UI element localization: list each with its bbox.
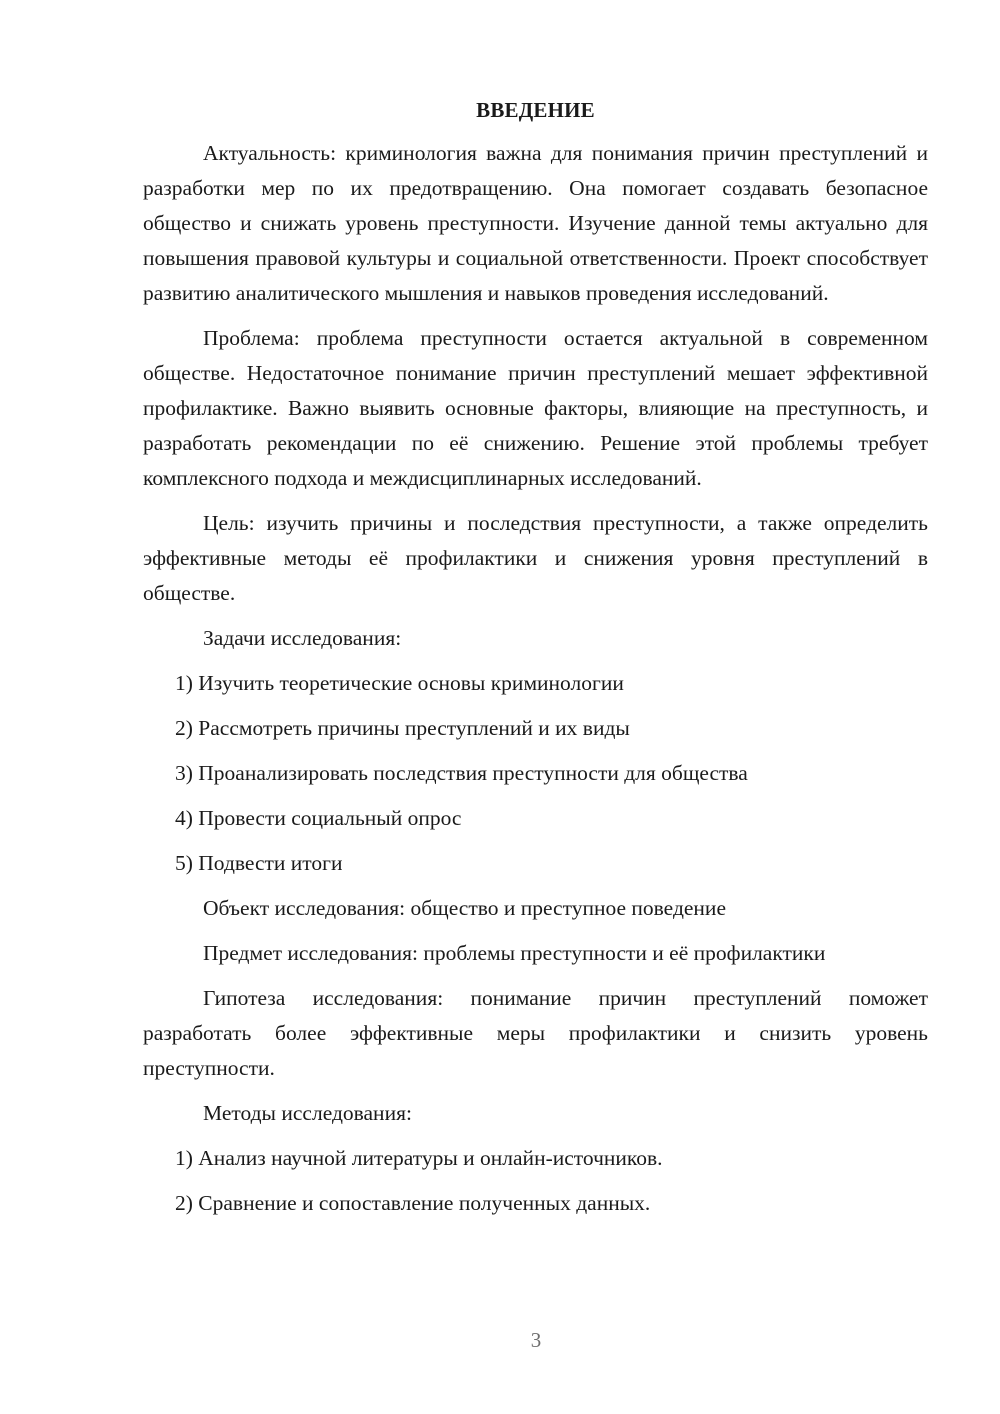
methods-heading: Методы исследования:: [203, 1101, 412, 1125]
goal-paragraph: Цель: изучить причины и последствия преступности, а также определить эффективные методы её профилактики и снижения уровня преступлений в обществе.: [143, 511, 928, 605]
hypothesis-paragraph: Гипотеза исследования: понимание причин преступлений поможет разработать более эффективные меры профилактики и снизить уровень преступности.: [143, 986, 928, 1080]
method-item: 2) Сравнение и сопоставление полученных данных.: [175, 1191, 651, 1215]
page-number: 3: [530, 1328, 542, 1352]
task-item: 5) Подвести итоги: [175, 851, 343, 875]
tasks-heading: Задачи исследования:: [203, 626, 402, 650]
document-page: [143, 93, 928, 1231]
task-item: 1) Изучить теоретические основы криминологии: [175, 671, 624, 695]
object-paragraph: Объект исследования: общество и преступное поведение: [203, 896, 726, 920]
task-item: 2) Рассмотреть причины преступлений и их виды: [175, 716, 630, 740]
problem-paragraph: Проблема: проблема преступности остается актуальной в современном обществе. Недостаточное понимание причин преступлений мешает эффективной профилактике. Важно выявить основные факторы, влияющие на преступность, и разработать рекомендации по её снижению. Решение этой проблемы требует комплексного подхода и междисциплинарных исследований.: [143, 326, 928, 490]
subject-paragraph: Предмет исследования: проблемы преступности и её профилактики: [203, 941, 826, 965]
method-item: 1) Анализ научной литературы и онлайн-источников.: [175, 1146, 663, 1170]
task-item: 4) Провести социальный опрос: [175, 806, 462, 830]
relevance-paragraph: Актуальность: криминология важна для понимания причин преступлений и разработки мер по их предотвращению. Она помогает создавать безопасное общество и снижать уровень преступности. Изучение данной темы актуально для повышения правовой культуры и социальной ответственности. Проект способствует развитию аналитического мышления и навыков проведения исследований.: [143, 141, 928, 305]
section-title: ВВЕДЕНИЕ: [476, 98, 595, 122]
task-item: 3) Проанализировать последствия преступности для общества: [175, 761, 748, 785]
